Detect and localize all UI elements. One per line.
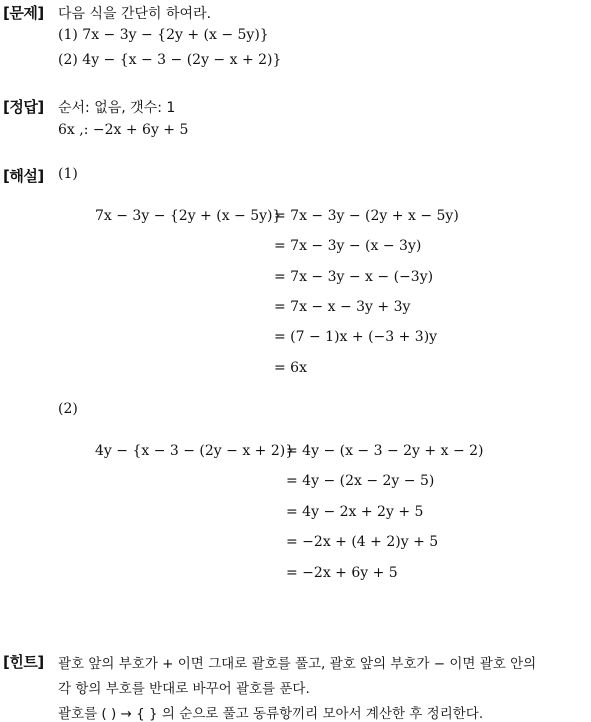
solution-part2-step: = 4y − 2x + 2y + 5 (286, 504, 424, 520)
solution-part2-step: = 4y − (x − 3 − 2y + x − 2) (286, 443, 484, 459)
solution-part1-step: = 7x − 3y − (2y + x − 5y) (274, 208, 459, 224)
solution-part2-step: = −2x + 6y + 5 (286, 565, 398, 581)
solution-part1-step: = 7x − 3y − (x − 3y) (274, 238, 422, 254)
solution-part1-step: = 7x − x − 3y + 3y (274, 299, 411, 315)
solution-part1-step: = 7x − 3y − x − (−3y) (274, 269, 434, 285)
problem-instruction: 다음 식을 간단히 하여라. (58, 6, 212, 22)
hint-line-1: 괄호 앞의 부호가 + 이면 그대로 괄호를 풀고, 괄호 앞의 부호가 − 이면 괄호 안의 (58, 656, 537, 672)
solution-part2-lhs: 4y − {x − 3 − (2y − x + 2)} (95, 443, 295, 459)
answer-tag: [정답] (3, 98, 44, 116)
solution-part1-lhs: 7x − 3y − {2y + (x − 5y)} (95, 208, 282, 224)
solution-part1-step: = 6x (274, 360, 307, 376)
solution-part2-step: = −2x + (4 + 2)y + 5 (286, 534, 439, 550)
solution-tag: [해설] (3, 167, 44, 185)
answer-values: 6x ,: −2x + 6y + 5 (58, 122, 189, 138)
problem-item-2: (2) 4y − {x − 3 − (2y − x + 2)} (58, 52, 282, 68)
hint-tag: [힌트] (3, 653, 44, 671)
solution-part1-label: (1) (58, 166, 78, 182)
problem-tag: [문제] (3, 4, 44, 22)
solution-part2-label: (2) (58, 401, 78, 417)
solution-part2-step: = 4y − (2x − 2y − 5) (286, 473, 435, 489)
answer-order-text: 순서: 없음, 갯수: 1 (58, 100, 176, 116)
solution-part1-step: = (7 − 1)x + (−3 + 3)y (274, 329, 438, 345)
hint-line-3: 괄호를 ( ) → { } 의 순으로 풀고 동류항끼리 모아서 계산한 후 정리한다. (58, 706, 484, 722)
problem-item-1: (1) 7x − 3y − {2y + (x − 5y)} (58, 27, 269, 43)
hint-line-2: 각 항의 부호를 반대로 바꾸어 괄호를 푼다. (58, 681, 310, 697)
